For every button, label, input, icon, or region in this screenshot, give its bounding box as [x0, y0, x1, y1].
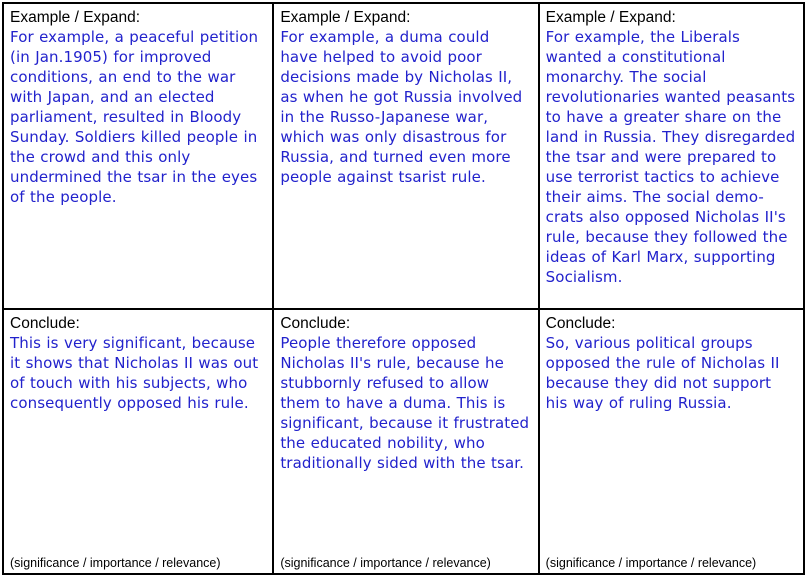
worksheet-table	[2, 2, 805, 575]
cell-footnote: (significance / importance / relevance)	[545, 556, 757, 570]
cell-body-text: People therefore opposed Nicholas II's rule, because he stubbornly refused to allow them to have a duma. This is significant, because it frustrated the educated nobility, who traditionally sided with the tsar.	[280, 334, 530, 472]
cell-label: Conclude:	[10, 315, 80, 332]
cell-spacer	[10, 414, 266, 571]
cell-footnote: (significance / importance / relevance)	[280, 556, 491, 570]
cell-body-text: For example, a peaceful petition (in Jan.1905) for improved conditions, an end to the war with Japan, and an elected parliament, resulted in Bloody Sunday. Soldiers killed people in the crowd and this only undermined the tsar in the eyes of the people.	[10, 28, 259, 206]
cell-example-expand-1	[4, 4, 274, 310]
cell-body-text: So, various political groups opposed the rule of Nicholas II because they did not support his way of ruling Russia.	[545, 334, 780, 413]
cell-spacer	[280, 188, 531, 306]
cell-label: Example / Expand:	[545, 9, 676, 26]
cell-conclude-2	[274, 310, 539, 575]
cell-spacer	[546, 288, 797, 306]
cell-label: Conclude:	[280, 315, 351, 332]
cell-spacer	[546, 414, 797, 571]
cell-body-text: For example, a duma could have helped to avoid poor decisions made by Nicholas II, as when he got Russia involved in the Russo-Japanese war, which was only disastrous for Russia, and turned even more people against tsarist rule.	[280, 28, 523, 186]
cell-footnote: (significance / importance / relevance)	[10, 556, 221, 570]
table-row-example-expand	[4, 4, 805, 310]
cell-label: Conclude:	[545, 315, 616, 332]
cell-example-expand-2	[274, 4, 539, 310]
cell-body-text: For example, the Liberals wanted a constitutional monarchy. The social revolutionaries wanted peasants to have a greater share on the land in Russia. They disregarded the tsar and were prepared to use terrorist tactics to achieve their aims. The social demo-crats also opposed Nicholas II's rule, because they followed the ideas of Karl Marx, supporting Socialism.	[545, 28, 796, 286]
cell-conclude-3	[540, 310, 805, 575]
cell-example-expand-3	[540, 4, 805, 310]
cell-label: Example / Expand:	[10, 9, 141, 26]
table-row-conclude	[4, 310, 805, 575]
cell-body-text: This is very significant, because it shows that Nicholas II was out of touch with his subjects, who consequently opposed his rule.	[10, 334, 259, 413]
cell-label: Example / Expand:	[280, 9, 411, 26]
cell-spacer	[10, 208, 266, 306]
cell-conclude-1	[4, 310, 274, 575]
